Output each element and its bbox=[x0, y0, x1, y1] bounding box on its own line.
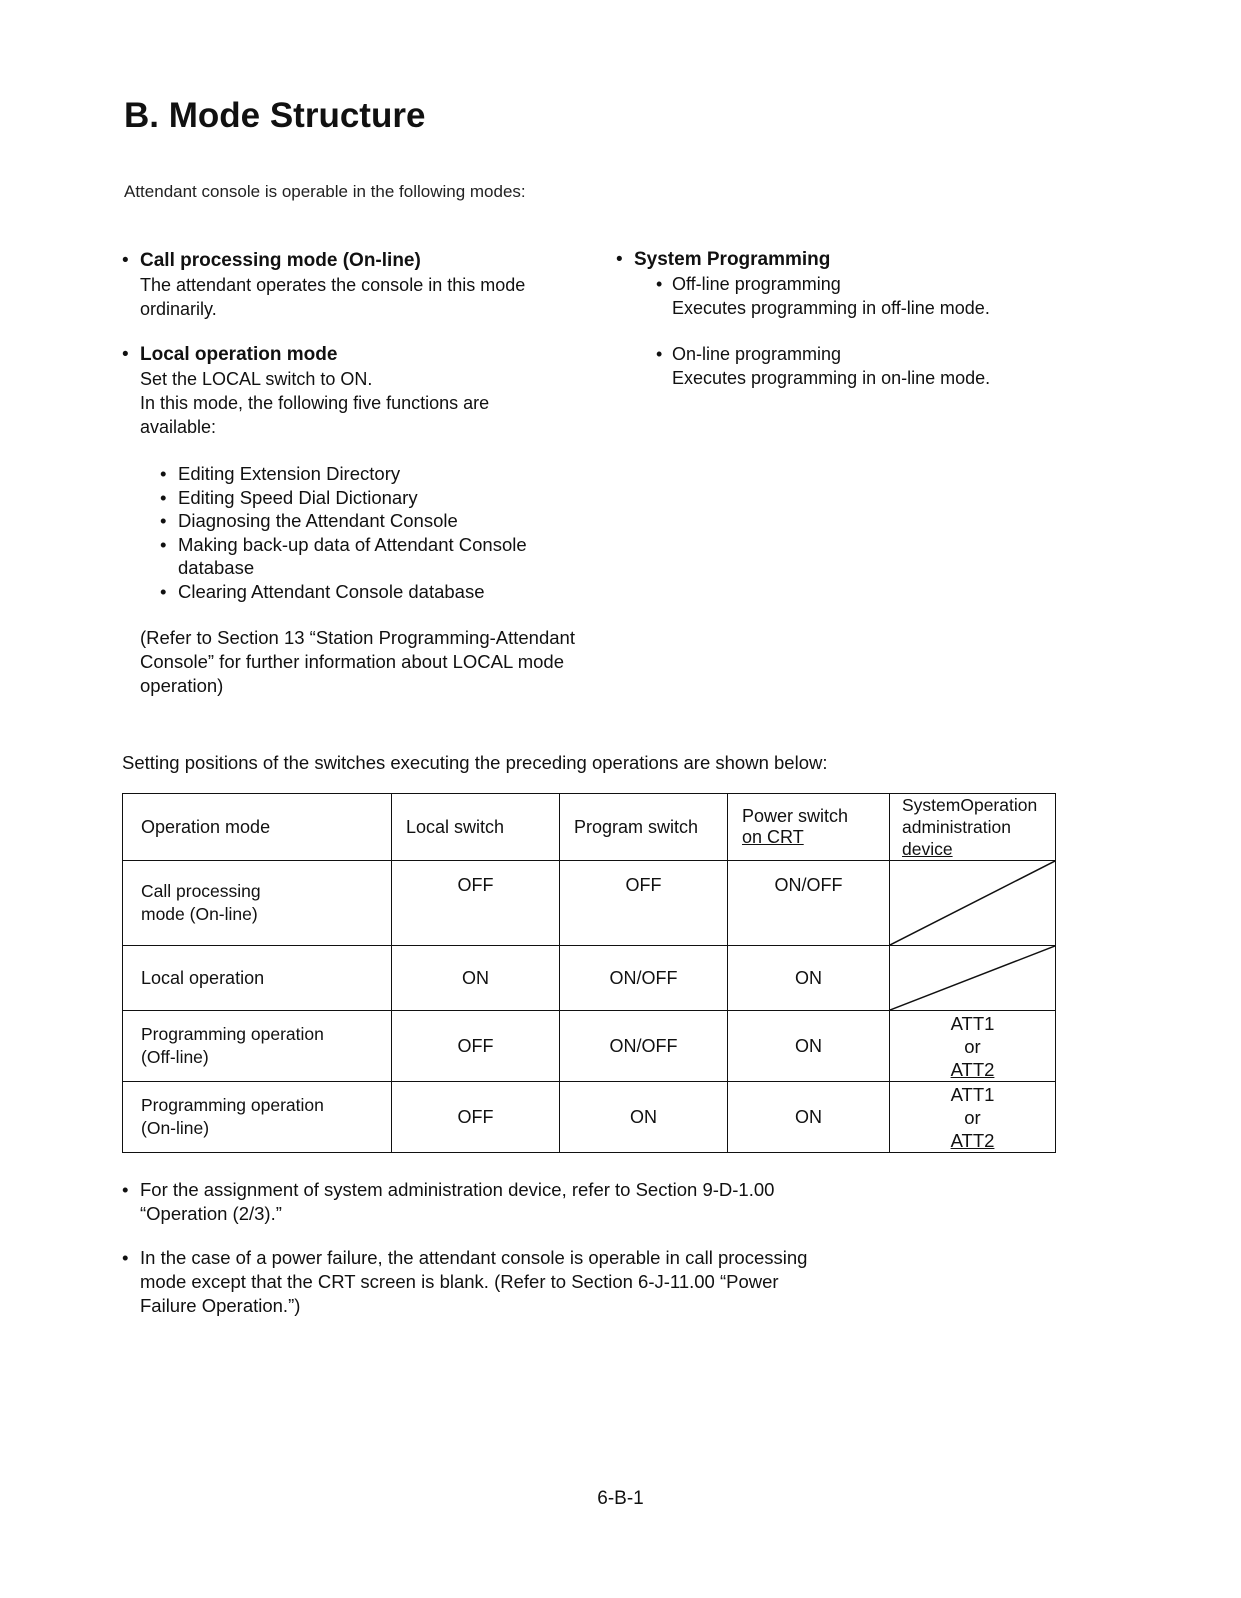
bullet-icon: • bbox=[122, 1247, 129, 1268]
row-mode-cell: Call processing mode (On-line) bbox=[123, 861, 392, 946]
local-switch-cell: OFF bbox=[392, 1011, 560, 1082]
bullet-icon: • bbox=[160, 580, 167, 602]
row-mode-cell: Programming operation (On-line) bbox=[123, 1082, 392, 1153]
program-switch-cell: ON/OFF bbox=[560, 1011, 728, 1082]
header-power-switch: Power switch on CRT bbox=[728, 794, 890, 861]
list-item: • Editing Extension Directory bbox=[160, 463, 401, 484]
note-item: • In the case of a power failure, the attendant console is operable in call processing mode except that the CRT screen is blank. (Refer to Section 6-J-11.00 “Power Failure Operation.”) bbox=[122, 1247, 808, 1316]
bullet-icon: • bbox=[616, 249, 623, 270]
power-switch-cell: ON/OFF bbox=[728, 861, 890, 946]
table-row bbox=[123, 1011, 1056, 1082]
system-device-cell: ATT1 or ATT2 bbox=[890, 1011, 1056, 1082]
switch-settings-table bbox=[122, 793, 1056, 1153]
offline-desc: Executes programming in off-line mode. bbox=[672, 298, 990, 318]
program-switch-cell: ON/OFF bbox=[560, 946, 728, 1011]
online-desc: Executes programming in on-line mode. bbox=[672, 368, 991, 388]
row-mode-cell: Programming operation (Off-line) bbox=[123, 1011, 392, 1082]
system-device-cell-empty bbox=[890, 946, 1056, 1011]
system-device-cell: ATT1 or ATT2 bbox=[890, 1082, 1056, 1153]
functions-list bbox=[160, 462, 580, 603]
header-operation-mode: Operation mode bbox=[123, 794, 392, 861]
diagonal-line bbox=[890, 946, 1055, 1010]
table-row bbox=[123, 861, 1056, 946]
list-item: • Clearing Attendant Console database bbox=[160, 580, 485, 602]
bullet-icon: • bbox=[122, 250, 129, 271]
list-item: • Diagnosing the Attendant Console bbox=[160, 510, 458, 531]
local-operation-line: available: bbox=[140, 417, 217, 437]
page-number: 6-B-1 bbox=[597, 1488, 644, 1509]
header-system-device: SystemOperation administration device bbox=[890, 794, 1056, 861]
online-label: On-line programming bbox=[672, 344, 842, 364]
row-mode-cell: Local operation bbox=[123, 946, 392, 1011]
bullet-icon: • bbox=[160, 510, 167, 531]
power-switch-cell: ON bbox=[728, 1011, 890, 1082]
call-processing-heading: Call processing mode (On-line) bbox=[140, 250, 421, 271]
offline-programming bbox=[656, 272, 1056, 320]
header-program-switch: Program switch bbox=[560, 794, 728, 861]
intro-text: Attendant console is operable in the following modes: bbox=[124, 182, 526, 201]
bullet-icon: • bbox=[160, 533, 167, 555]
table-row bbox=[123, 946, 1056, 1011]
offline-label: Off-line programming bbox=[672, 274, 841, 294]
local-operation-heading: Local operation mode bbox=[140, 344, 338, 365]
bullet-icon: • bbox=[656, 274, 663, 294]
bullet-icon: • bbox=[122, 344, 129, 365]
notes-list bbox=[122, 1178, 842, 1338]
program-switch-cell: OFF bbox=[560, 861, 728, 946]
bullet-icon: • bbox=[122, 1179, 129, 1200]
local-switch-cell: ON bbox=[392, 946, 560, 1011]
local-operation-section bbox=[122, 343, 582, 439]
list-item: • Editing Speed Dial Dictionary bbox=[160, 486, 418, 508]
note-item: • For the assignment of system administration device, refer to Section 9-D-1.00 “Operation (2/3).” bbox=[122, 1179, 775, 1224]
table-header-row bbox=[123, 794, 1056, 861]
setting-positions-text: Setting positions of the switches executing the preceding operations are shown below: bbox=[122, 752, 828, 773]
local-switch-cell: OFF bbox=[392, 1082, 560, 1153]
call-processing-line: ordinarily. bbox=[140, 299, 217, 319]
page-title: B. Mode Structure bbox=[124, 96, 426, 135]
call-processing-section bbox=[122, 249, 582, 321]
table-row bbox=[123, 1082, 1056, 1153]
local-operation-line: Set the LOCAL switch to ON. bbox=[140, 369, 373, 389]
system-programming-heading: System Programming bbox=[634, 249, 831, 270]
system-programming-section bbox=[616, 248, 1056, 272]
online-programming bbox=[656, 342, 1056, 390]
system-device-cell-empty bbox=[890, 861, 1056, 946]
call-processing-line: The attendant operates the console in this mode bbox=[140, 275, 526, 295]
list-item: • Making back-up data of Attendant Console database bbox=[160, 533, 527, 578]
header-local-switch: Local switch bbox=[392, 794, 560, 861]
diagonal-line bbox=[890, 861, 1055, 945]
power-switch-cell: ON bbox=[728, 1082, 890, 1153]
bullet-icon: • bbox=[656, 344, 663, 364]
local-operation-line: In this mode, the following five functions are bbox=[140, 393, 490, 413]
bullet-icon: • bbox=[160, 463, 167, 484]
refer-note: (Refer to Section 13 “Station Programming-Attendant Console” for further information about LOCAL mode operation) bbox=[140, 627, 575, 696]
bullet-icon: • bbox=[160, 486, 167, 508]
local-switch-cell: OFF bbox=[392, 861, 560, 946]
power-switch-cell: ON bbox=[728, 946, 890, 1011]
program-switch-cell: ON bbox=[560, 1082, 728, 1153]
